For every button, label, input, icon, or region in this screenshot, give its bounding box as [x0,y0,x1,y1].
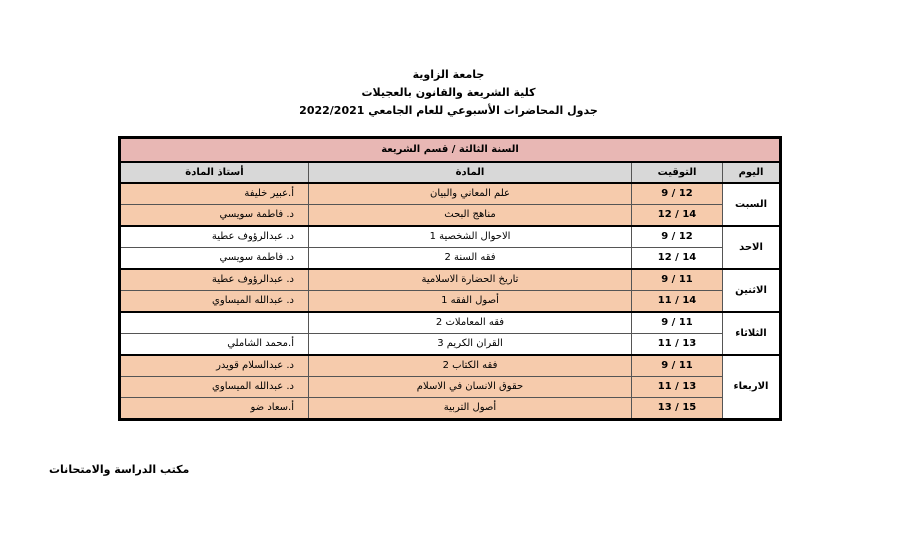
time-cell: 13 / 11 [632,377,723,398]
professor-cell: د. عبدالله الميساوي [120,377,309,398]
column-header-day: اليوم [723,162,781,183]
day-cell: الاثنين [723,269,781,312]
subject-cell: علم المعاني والبيان [309,183,632,205]
table-row [120,377,781,398]
column-header-subject: المادة [309,162,632,183]
subject-cell: مناهج البحث [309,205,632,227]
day-cell: الثلاثاء [723,312,781,355]
table-row [120,312,781,334]
professor-cell: أ.سعاد ضو [120,398,309,420]
subject-cell: فقه المعاملات 2 [309,312,632,334]
table-row [120,269,781,291]
subject-cell: الاحوال الشخصية 1 [309,226,632,248]
time-cell: 12 / 9 [632,183,723,205]
subject-cell: أصول التربية [309,398,632,420]
professor-cell: د. عبدالسلام قويدر [120,355,309,377]
table-row [120,226,781,248]
subject-cell: تاريخ الحضارة الاسلامية [309,269,632,291]
university-name: جامعة الزاوية [412,68,485,81]
subject-cell: القران الكريم 3 [309,334,632,356]
time-cell: 14 / 12 [632,205,723,227]
day-cell: الاحد [723,226,781,269]
office-signature: مكتب الدراسة والامتحانات [49,463,190,476]
day-cell: الاربعاء [723,355,781,420]
subject-cell: أصول الفقه 1 [309,291,632,313]
table-row [120,334,781,356]
time-cell: 11 / 9 [632,355,723,377]
time-cell: 15 / 13 [632,398,723,420]
table-caption: السنة الثالثة / قسم الشريعة [120,138,781,163]
time-cell: 14 / 12 [632,248,723,270]
professor-cell: د. عبدالله الميساوي [120,291,309,313]
professor-cell: أ.محمد الشاملي [120,334,309,356]
document-header [0,66,897,120]
column-header-professor: أستاذ المادة [120,162,309,183]
time-cell: 11 / 9 [632,312,723,334]
table-row [120,183,781,205]
table-caption-row [120,138,781,163]
professor-cell: أ.عبير خليفة [120,183,309,205]
time-cell: 14 / 11 [632,291,723,313]
professor-cell: د. فاطمة سويسي [120,248,309,270]
schedule-table [118,136,782,421]
table-header-row [120,162,781,183]
subject-cell: فقه السنة 2 [309,248,632,270]
table-row [120,205,781,227]
time-cell: 13 / 11 [632,334,723,356]
schedule-title: جدول المحاضرات الأسبوعي للعام الجامعي 2022/2021 [299,104,598,117]
time-cell: 12 / 9 [632,226,723,248]
table-row [120,248,781,270]
table-row [120,398,781,420]
schedule-table-container [118,136,782,421]
table-row [120,355,781,377]
subject-cell: فقه الكتاب 2 [309,355,632,377]
day-cell: السبت [723,183,781,226]
time-cell: 11 / 9 [632,269,723,291]
subject-cell: حقوق الانسان في الاسلام [309,377,632,398]
professor-cell: د. عبدالرؤوف عطية [120,269,309,291]
professor-cell: د. عبدالرؤوف عطية [120,226,309,248]
professor-cell: د. فاطمة سويسي [120,205,309,227]
column-header-time: التوقيت [632,162,723,183]
faculty-name: كلية الشريعة والقانون بالعجيلات [361,86,536,99]
professor-cell [120,312,309,334]
table-row [120,291,781,313]
